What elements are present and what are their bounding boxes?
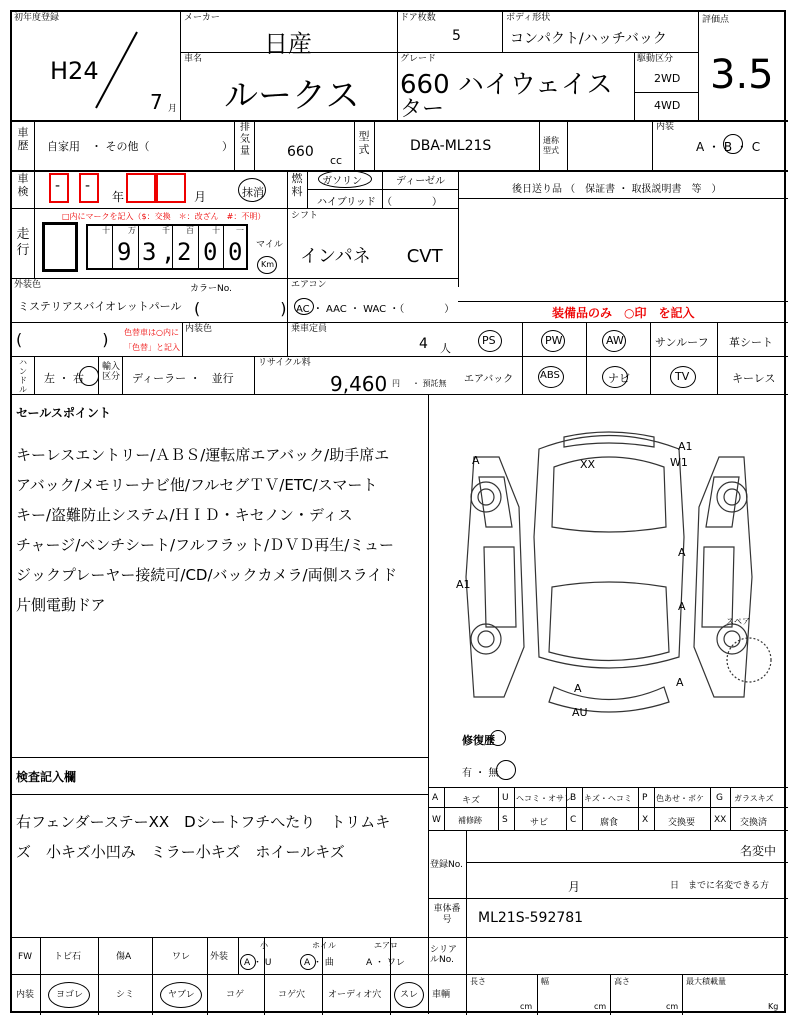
mile-label: マイル <box>256 240 283 250</box>
equip-pw-circle <box>541 330 565 352</box>
int-label: 内装 <box>16 990 35 1000</box>
load-label: 最大積載量 <box>686 977 726 986</box>
ext-small-label: 外装 <box>210 952 229 962</box>
damage-mark: AU <box>572 706 588 719</box>
inspection-box-4 <box>156 173 186 203</box>
inspection-dash-2: - <box>85 178 91 194</box>
serial-label: シリアルNo. <box>430 945 458 965</box>
equip-ps-circle <box>478 330 502 352</box>
score-label: 評価点 <box>702 15 730 25</box>
repair-label: 修復歴 <box>462 734 495 747</box>
wheel-value: A ・ 曲 <box>304 958 334 968</box>
legend-code: B <box>570 793 577 803</box>
deposit: ・ 預託無 <box>412 379 447 388</box>
gasoline-circle <box>318 170 372 188</box>
wheel-label: ホイル <box>312 941 336 950</box>
recycle-label: リサイクル料 <box>258 358 311 368</box>
change-paren: ( ) <box>16 330 109 349</box>
fuel-label: 燃料 <box>291 172 303 198</box>
odometer-mark-box <box>42 222 78 272</box>
damage-mark: A <box>574 682 582 695</box>
reg-no-label: 登録No. <box>430 860 463 870</box>
body-label: ボディ形状 <box>506 13 551 23</box>
int-tear-circle <box>160 982 202 1008</box>
spare-label: スペア <box>726 617 750 626</box>
legend-code: C <box>570 815 577 825</box>
equip-pw: PW <box>545 334 563 347</box>
equip-keyless: キーレス <box>732 372 776 385</box>
equip-aw: AW <box>606 334 624 347</box>
history-label: 車歴 <box>17 126 29 152</box>
sales-points-title: セールスポイント <box>16 406 111 420</box>
unit-ju-man: 十 <box>102 226 110 235</box>
aircon: AC ・ AAC ・ WAC ・（ ） <box>296 304 455 315</box>
legend-code: W <box>432 815 441 825</box>
shift-label: シフト <box>291 211 319 221</box>
model-label: 型式 <box>358 130 370 156</box>
km-circle <box>257 256 277 274</box>
legend-code: U <box>502 793 509 803</box>
damage-mark: A <box>676 676 684 689</box>
displacement: 660 <box>287 144 314 160</box>
doors: 5 <box>452 28 461 44</box>
first-reg-label: 初年度登録 <box>14 13 60 23</box>
maker-label: メーカー <box>184 13 220 23</box>
grade-label: グレード <box>400 54 437 64</box>
vin-label: 車体番号 <box>433 904 461 925</box>
common-model-label: 通称型式 <box>543 136 559 155</box>
fuel-hybrid: ハイブリッド <box>317 197 376 208</box>
ext-color-label: 外装色 <box>14 280 42 290</box>
capacity-unit: 人 <box>440 342 451 355</box>
legend-desc: サビ <box>530 818 549 828</box>
equip-tv-circle <box>670 366 696 388</box>
legend-desc: 腐食 <box>600 818 619 828</box>
auction-sheet <box>10 10 786 1013</box>
ac-circle <box>294 298 314 315</box>
load-unit: Kg <box>768 1002 779 1011</box>
int-dirty-circle <box>48 982 90 1008</box>
color-no-label: カラーNo. <box>190 284 232 294</box>
import-value: ディーラー ・ 並行 <box>132 372 234 385</box>
recycle: 9,460 <box>330 372 388 396</box>
damage-mark: A1 <box>456 578 471 591</box>
equip-ps: PS <box>482 334 496 347</box>
odometer-note: □内にマークを記入（$：交換 ＊：改ざん #：不明） <box>62 212 266 221</box>
width-unit: cm <box>594 1002 607 1011</box>
int-item: コゲ穴 <box>278 990 306 1000</box>
end-circle <box>238 178 266 202</box>
sales-points-body <box>16 440 426 620</box>
length-label: 長さ <box>470 977 486 986</box>
first-reg-month-unit: 月 <box>168 104 178 114</box>
height-label: 高さ <box>614 977 630 986</box>
equip-navi: ナビ <box>608 372 630 385</box>
equip-header: 装備品のみ ○印 を記入 <box>552 306 695 320</box>
sales-line: アバック/メモリーナビ他/フルセグＴＶ/ETC/スマート <box>16 476 378 494</box>
sales-line: キー/盗難防止システム/ＨＩＤ・キセノン・ディス <box>16 506 353 524</box>
odo-digit: 9 <box>117 238 132 266</box>
legend-desc: 交換要 <box>668 818 696 828</box>
color-no-paren: ( ) <box>194 299 287 318</box>
length-unit: cm <box>520 1002 533 1011</box>
car-diagram <box>444 417 774 727</box>
size-label: 車輌 <box>432 990 451 1000</box>
inspector-title: 検査記入欄 <box>16 770 77 784</box>
inspector-line: 右フェンダーステーXX Dシートフチへたり トリムキ <box>16 813 391 831</box>
drive-2wd: 2WD <box>654 72 681 85</box>
odo-digit: 3 <box>142 238 157 266</box>
fw-item: トビ石 <box>54 952 82 962</box>
displacement-label: 排気量 <box>240 122 250 157</box>
legend-code: G <box>716 793 723 803</box>
unit-man: 万 <box>128 226 136 235</box>
legend-code: X <box>642 815 649 825</box>
legend-desc: ヘコミ・オサレ <box>516 794 572 803</box>
color-note-1: 色替車は○内に <box>124 328 179 337</box>
odo-comma: , <box>161 238 176 266</box>
drive-4wd: 4WD <box>654 99 681 112</box>
sales-line: ジックプレーヤー接続可/CD/バックカメラ/両側スライド <box>16 566 398 584</box>
color-note-2: 「色替」と記入 <box>124 343 180 352</box>
import-label: 輸入区分 <box>102 362 121 382</box>
odo-digit: 0 <box>203 238 218 266</box>
equip-leather: 革シート <box>729 336 773 349</box>
ext-color: ミステリアスバイオレットパール <box>18 300 182 313</box>
name-change: 名変中 <box>740 844 777 858</box>
inspector-line: ズ 小キズ小凹み ミラー小キズ ホイールキズ <box>16 843 345 861</box>
int-item: ヤブレ <box>168 990 195 1000</box>
int-item: ヨゴレ <box>56 990 84 1000</box>
int-item: スレ <box>400 990 419 1000</box>
legend-desc: キズ・ヘコミ <box>584 794 632 803</box>
legend-desc: 補修跡 <box>458 816 482 825</box>
maker: 日産 <box>264 30 312 58</box>
end-label: 抹消 <box>242 186 264 199</box>
shift: インパネ CVT <box>300 246 443 267</box>
legend-code: S <box>502 815 508 825</box>
reg-month-unit: 月 <box>568 880 581 894</box>
fuel-diesel: ディーゼル <box>396 176 445 187</box>
month-unit: 月 <box>194 190 207 204</box>
equip-airbag: エアバック <box>464 374 514 385</box>
int-item: オーディオ穴 <box>328 990 382 1000</box>
legend-desc: ガラスキズ <box>734 794 774 803</box>
legend-desc: 交換済 <box>740 818 768 828</box>
int-rub-circle <box>394 982 424 1008</box>
fw-label: FW <box>18 952 33 962</box>
damage-mark: A <box>678 600 686 613</box>
equip-navi-circle <box>602 366 628 388</box>
history-text: 自家用 ・ その他（ <box>47 140 150 153</box>
car-name-label: 車名 <box>184 54 203 64</box>
equip-abs: ABS <box>540 370 560 381</box>
fw-item: ワレ <box>172 952 191 962</box>
legend-code: XX <box>714 815 727 825</box>
int-item: シミ <box>116 990 135 1000</box>
history-close: ） <box>222 140 233 153</box>
unit-hyaku: 百 <box>186 226 194 235</box>
legend-code: A <box>432 793 439 803</box>
damage-mark: A1 <box>678 440 693 453</box>
repair-mark-circle <box>490 730 506 746</box>
int-item: コゲ <box>226 990 245 1000</box>
inspection-dash-1: - <box>55 178 61 194</box>
damage-mark: A <box>472 454 480 467</box>
small-a-circle <box>240 954 256 970</box>
body-type: コンパクト/ハッチバック <box>510 31 667 47</box>
handle-right-circle <box>79 366 99 386</box>
fuel-gasoline: ガソリン <box>322 176 362 187</box>
model: DBA-ML21S <box>410 138 492 154</box>
damage-mark: W1 <box>670 456 688 469</box>
aero-label: エアロ <box>374 941 398 950</box>
interior-color-label: 内装色 <box>185 324 213 334</box>
reg-day-text: 日 までに名変できる方 <box>670 881 770 891</box>
sales-line: 片側電動ドア <box>16 596 106 614</box>
damage-mark: XX <box>580 458 596 471</box>
height-unit: cm <box>666 1002 679 1011</box>
score: 3.5 <box>710 52 774 98</box>
inspection-box-3 <box>126 173 156 203</box>
diagonal-slash <box>92 30 142 110</box>
car-name: ルークス <box>224 76 360 116</box>
year-unit: 年 <box>112 190 125 204</box>
unit-ichi: 一 <box>236 226 244 235</box>
damage-mark: A <box>678 546 686 559</box>
small-label: 小 <box>260 941 268 950</box>
wheel-a-circle <box>300 954 316 970</box>
unit-ju: 十 <box>212 226 220 235</box>
grade-line2: ター <box>400 97 445 122</box>
legend-desc: キズ <box>462 796 480 806</box>
fw-item: 傷A <box>116 952 132 962</box>
legend-code: P <box>642 793 648 803</box>
vin: ML21S-592781 <box>478 910 584 926</box>
width-label: 幅 <box>541 977 549 986</box>
first-reg-year: H24 <box>50 57 99 85</box>
fuel-other: （ ） <box>382 197 442 208</box>
interior-grades: A ・ B ・ C <box>696 140 761 154</box>
small-value: A ・ U <box>244 958 272 968</box>
aero-value: A ・ ワレ <box>366 958 405 968</box>
docs-label: 後日送り品 （ 保証書 ・ 取扱説明書 等 ） <box>512 184 722 195</box>
drive-label: 駆動区分 <box>637 54 674 64</box>
handle-label: ハンドル <box>19 358 27 394</box>
repair-value: 有 ・ 無 <box>462 768 499 779</box>
interior-label: 内装 <box>656 122 675 132</box>
recycle-unit: 円 <box>392 379 400 388</box>
sales-line: チャージ/ベンチシート/フルフラット/ＤＶＤ再生/ミュー <box>16 536 394 554</box>
km-label: Km <box>261 260 275 269</box>
legend-desc: 色あせ・ボケ <box>656 794 704 803</box>
grade-line1: 660 ハイウェイス <box>400 70 613 100</box>
equip-tv: TV <box>675 370 690 383</box>
equip-aw-circle <box>602 330 626 352</box>
equip-sunroof: サンルーフ <box>655 336 709 349</box>
inspection-label: 車検 <box>17 172 29 198</box>
first-reg-month: 7 <box>150 90 163 114</box>
sales-line: キーレスエントリー/ＡＢＳ/運転席エアバック/助手席エ <box>16 446 390 464</box>
capacity: 4 <box>419 336 428 352</box>
displacement-unit: cc <box>330 154 343 167</box>
interior-b-circle <box>723 134 743 154</box>
repair-none-circle <box>496 760 516 780</box>
odometer-label: 走行 <box>16 227 30 258</box>
doors-label: ドア枚数 <box>400 13 436 23</box>
odo-digit: 2 <box>177 238 192 266</box>
unit-sen: 千 <box>162 226 170 235</box>
odo-digit: 0 <box>228 238 243 266</box>
capacity-label: 乗車定員 <box>291 324 328 334</box>
equip-abs-circle <box>538 366 564 388</box>
aircon-label: エアコン <box>291 280 327 290</box>
handle-value: 左 ・ 右 <box>44 372 84 385</box>
